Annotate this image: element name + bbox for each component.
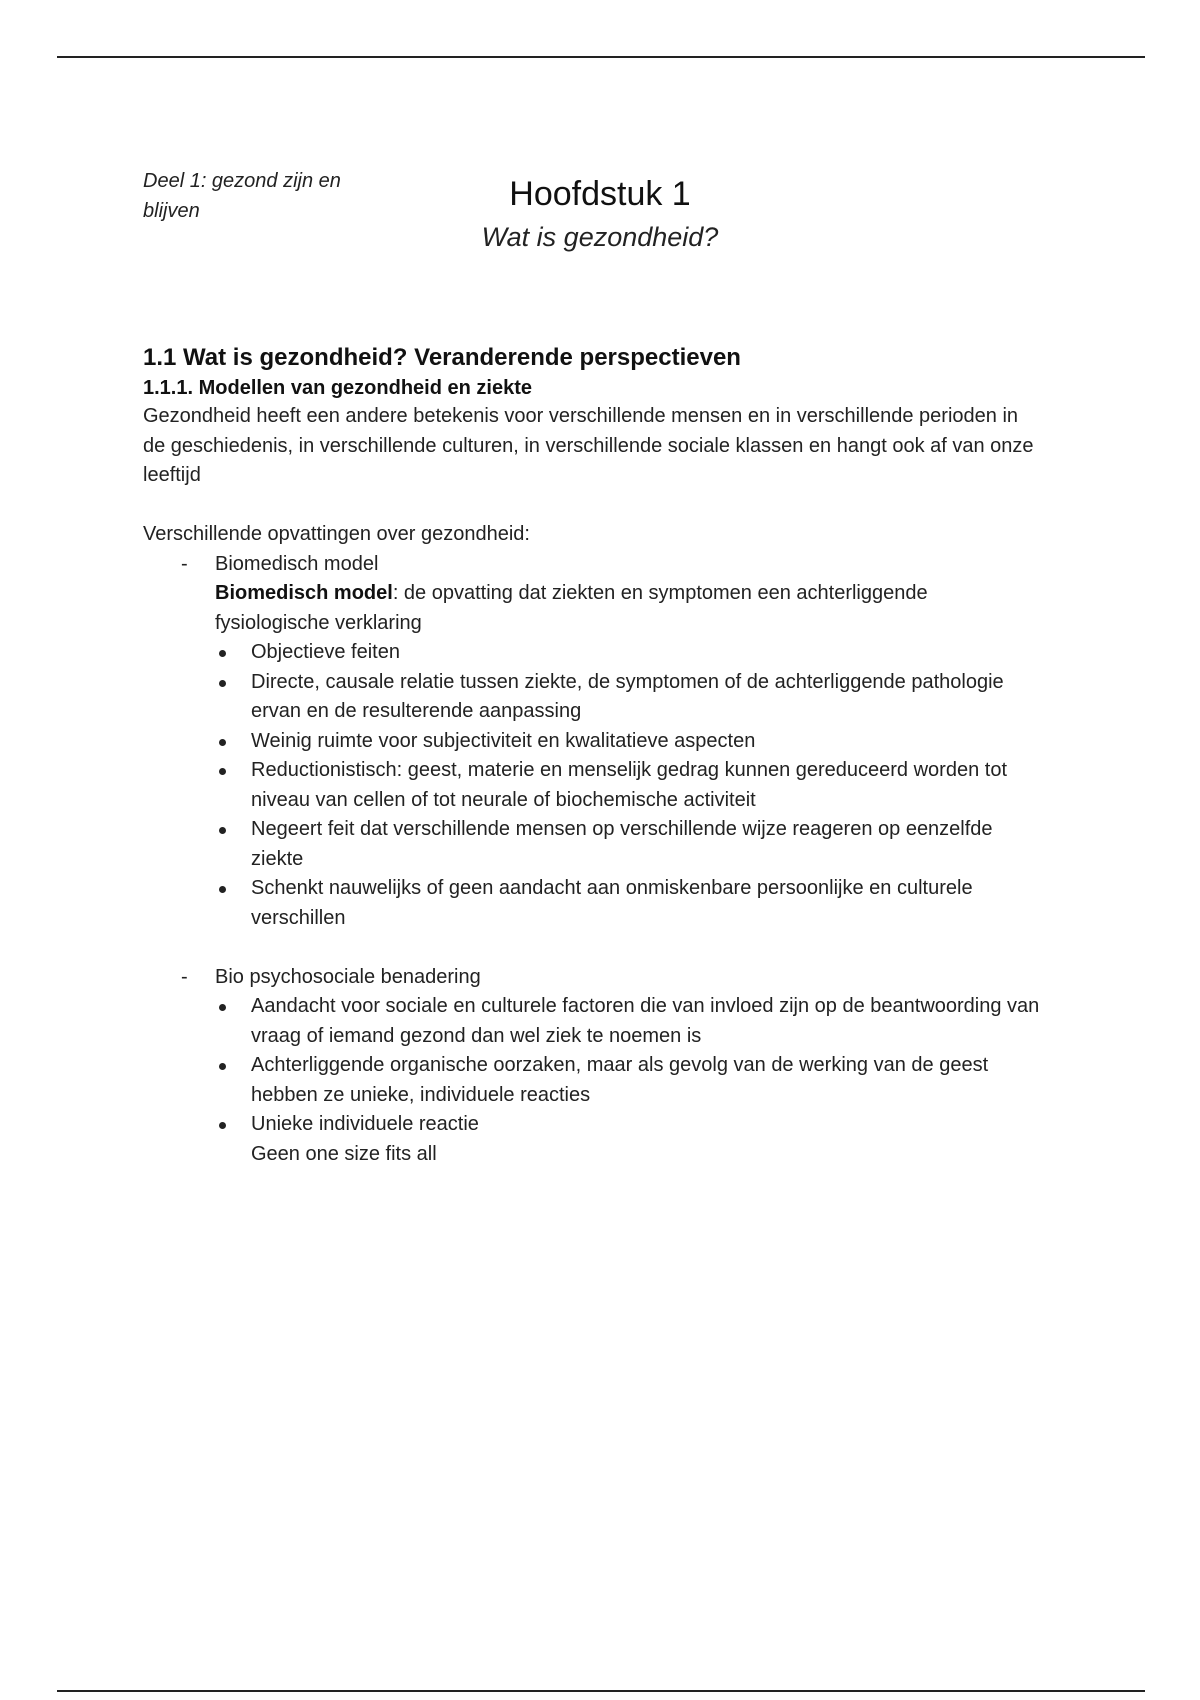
bullet-item <box>215 815 1043 874</box>
part-label: Deel 1: gezond zijn en blijven <box>143 170 341 222</box>
document-body <box>143 342 1043 1169</box>
biopsychosocial-title: Bio psychosociale benadering <box>215 965 481 988</box>
bullet-item <box>215 1110 1043 1169</box>
bullet-icon <box>219 650 226 657</box>
bullet-icon <box>219 827 226 834</box>
bullet-icon <box>219 1122 226 1129</box>
bullet-continuation: Geen one size fits all <box>251 1142 437 1165</box>
chapter-subtitle: Wat is gezondheid? <box>481 222 719 252</box>
chapter-title: Hoofdstuk 1 <box>509 175 691 213</box>
bullet-text: Unieke individuele reactie <box>251 1113 479 1135</box>
list-item-biomedical <box>143 550 1043 934</box>
footer-rule <box>57 1690 1145 1692</box>
bullet-text: Schenkt nauwelijks of geen aandacht aan onmiskenbare persoonlijke en culturele verschillen <box>251 877 973 929</box>
dash-marker: - <box>181 552 188 575</box>
list-item-biopsychosocial <box>143 963 1043 1170</box>
bullet-text: Weinig ruimte voor subjectiviteit en kwalitatieve aspecten <box>251 729 756 752</box>
intro-paragraph: Gezondheid heeft een andere betekenis voor verschillende mensen en in verschillende perioden in de geschiedenis, in verschillende culturen, in verschillende sociale klassen en hangt ook af van onze leeftijd <box>143 405 1034 486</box>
dash-marker: - <box>181 965 188 988</box>
definition-term: Biomedisch model <box>215 582 393 604</box>
definition-text: : de opvatting dat ziekten en symptomen een achterliggende fysiologische verklaring <box>215 582 928 634</box>
bullet-icon <box>219 1063 226 1070</box>
bullet-icon <box>219 886 226 893</box>
bullet-item <box>215 668 1043 727</box>
biomedical-bullets <box>215 638 1043 933</box>
bullet-text: Aandacht voor sociale en culturele factoren die van invloed zijn op de beantwoording van vraag of iemand gezond dan wel ziek te noemen is <box>251 995 1040 1047</box>
bullet-item <box>215 727 1043 757</box>
bullet-icon <box>219 1004 226 1011</box>
bullet-item <box>215 638 1043 668</box>
bullet-text: Negeert feit dat verschillende mensen op verschillende wijze reageren op eenzelfde ziekte <box>251 818 993 870</box>
views-intro: Verschillende opvattingen over gezondheid: <box>143 523 530 545</box>
bullet-text: Objectieve feiten <box>251 641 400 663</box>
biomedical-title: Biomedisch model <box>215 552 379 575</box>
bullet-icon <box>219 680 226 687</box>
bullet-text: Directe, causale relatie tussen ziekte, de symptomen of de achterliggende pathologie ervan en de resulterende aanpassing <box>251 670 1004 722</box>
subsection-heading: 1.1.1. Modellen van gezondheid en ziekte <box>143 377 532 399</box>
bullet-icon <box>219 768 226 775</box>
biopsychosocial-bullets <box>215 992 1043 1169</box>
bullet-icon <box>219 739 226 746</box>
biomedical-definition <box>215 579 1043 638</box>
section-heading: 1.1 Wat is gezondheid? Veranderende perspectieven <box>143 344 741 371</box>
header-rule <box>57 56 1145 58</box>
bullet-item <box>215 1051 1043 1110</box>
bullet-text: Achterliggende organische oorzaken, maar als gevolg van de werking van de geest hebben ze unieke, individuele reacties <box>251 1054 989 1106</box>
bullet-item <box>215 992 1043 1051</box>
bullet-item <box>215 756 1043 815</box>
bullet-item <box>215 874 1043 933</box>
bullet-text: Reductionistisch: geest, materie en menselijk gedrag kunnen gereduceerd worden tot niveau van cellen of tot neurale of biochemische activiteit <box>251 759 1007 811</box>
